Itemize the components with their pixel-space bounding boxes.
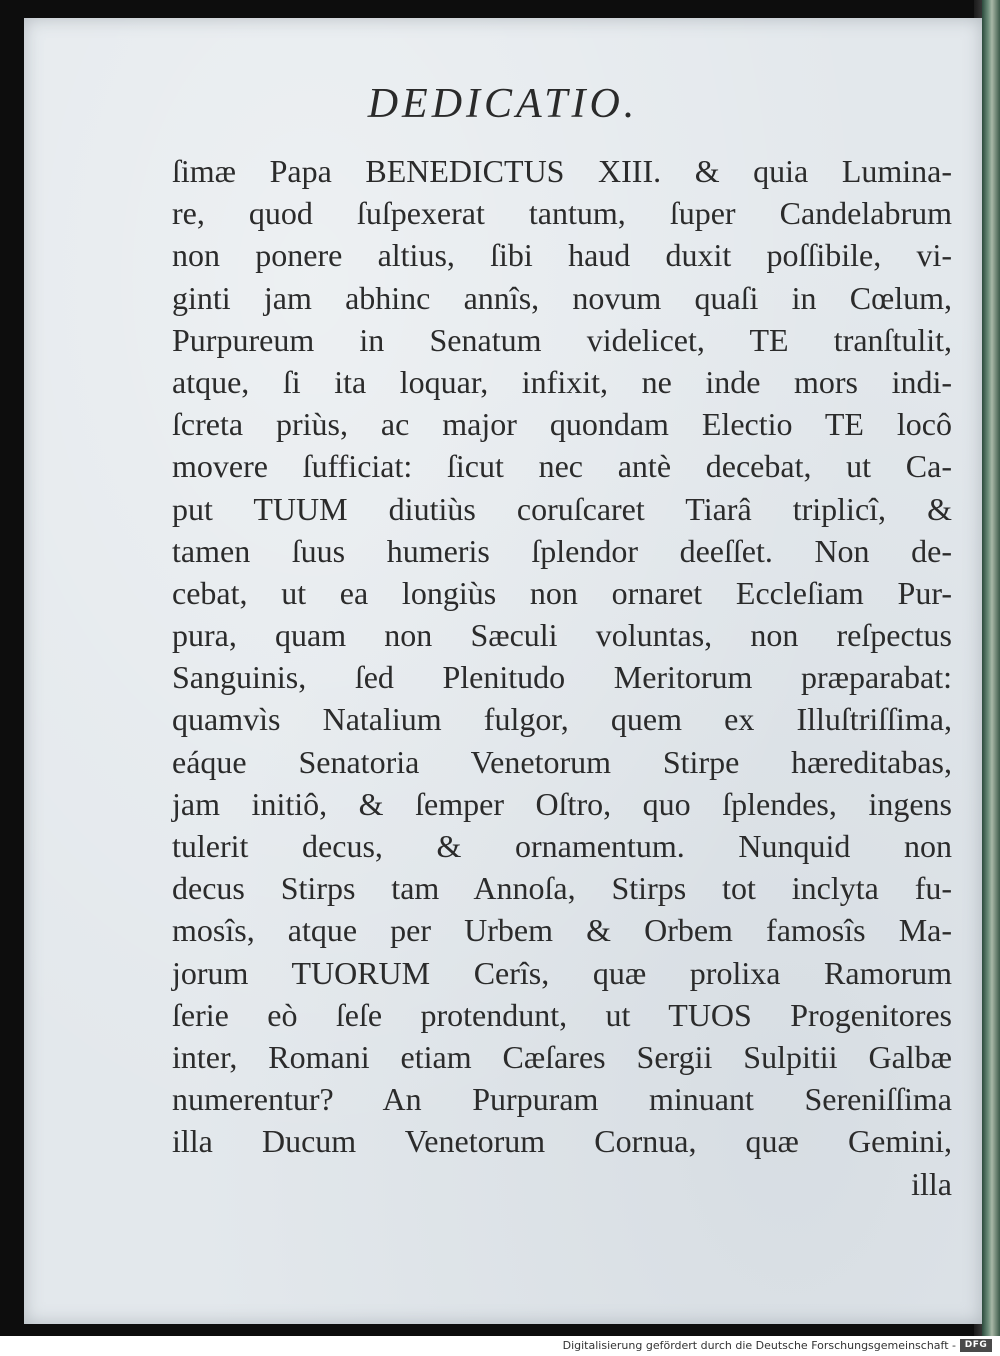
text-line: Purpureum in Senatum videlicet, TE tranſtulit, (172, 321, 952, 358)
text-line: tulerit decus, & ornamentum. Nunquid non (172, 828, 952, 864)
text-line: tamen ſuus humeris ſplendor deeſſet. Non de- (172, 532, 952, 569)
text-line: ſerie eò ſeſe protendunt, ut TUOS Progenitores (172, 996, 952, 1033)
text-line: re, quod ſuſpexerat tantum, ſuper Candelabrum (172, 195, 952, 232)
text-line: jorum TUORUM Cerîs, quæ prolixa Ramorum (172, 954, 952, 991)
text-line: ſcreta priùs, ac major quondam Electio TE locô (172, 406, 952, 443)
text-line: quamvìs Natalium fulgor, quem ex Illuſtriſſima, (172, 701, 952, 738)
text-line: mosîs, atque per Urbem & Orbem famosîs Ma- (172, 912, 952, 949)
text-line: atque, ſi ita loquar, infixit, ne inde mors indi- (172, 363, 952, 400)
text-line: decus Stirps tam Annoſa, Stirps tot inclyta fu- (172, 870, 952, 907)
text-line: ſimæ Papa BENEDICTUS XIII. & quia Lumina- (172, 153, 952, 189)
running-head: DEDICATIO. (367, 81, 639, 127)
text-line: non ponere altius, ſibi haud duxit poſſibile, vi- (172, 237, 952, 274)
text-line: eáque Senatoria Venetorum Stirpe hæreditabas, (172, 743, 952, 780)
funding-credit: Digitalisierung gefördert durch die Deutsche Forschungsgemeinschaft - (562, 1339, 956, 1352)
text-line: put TUUM diutiùs coruſcaret Tiarâ triplicî, & (172, 490, 952, 527)
body-text (172, 150, 952, 1205)
text-line: Sanguinis, ſed Plenitudo Meritorum præparabat: (172, 659, 952, 696)
text-line: movere ſufficiat: ſicut nec antè decebat, ut Ca- (172, 448, 952, 485)
text-line: inter, Romani etiam Cæſares Sergii Sulpitii Galbæ (172, 1038, 952, 1075)
dfg-logo[interactable]: DFG (960, 1339, 992, 1352)
text-line: pura, quam non Sæculi voluntas, non reſpectus (172, 617, 952, 654)
book-spine (982, 0, 1000, 1336)
text-line: cebat, ut ea longiùs non ornaret Eccleſiam Pur- (172, 574, 952, 611)
text-line: ginti jam abhinc annîs, novum quaſi in Cœlum, (172, 279, 952, 316)
text-line: jam initiô, & ſemper Oſtro, quo ſplendes, ingens (172, 785, 952, 822)
footer-bar (0, 1336, 1000, 1356)
catchword: illa (911, 1165, 952, 1202)
text-line: illa Ducum Venetorum Cornua, quæ Gemini, (172, 1123, 952, 1160)
text-line: numerentur? An Purpuram minuant Sereniſſima (172, 1081, 952, 1118)
